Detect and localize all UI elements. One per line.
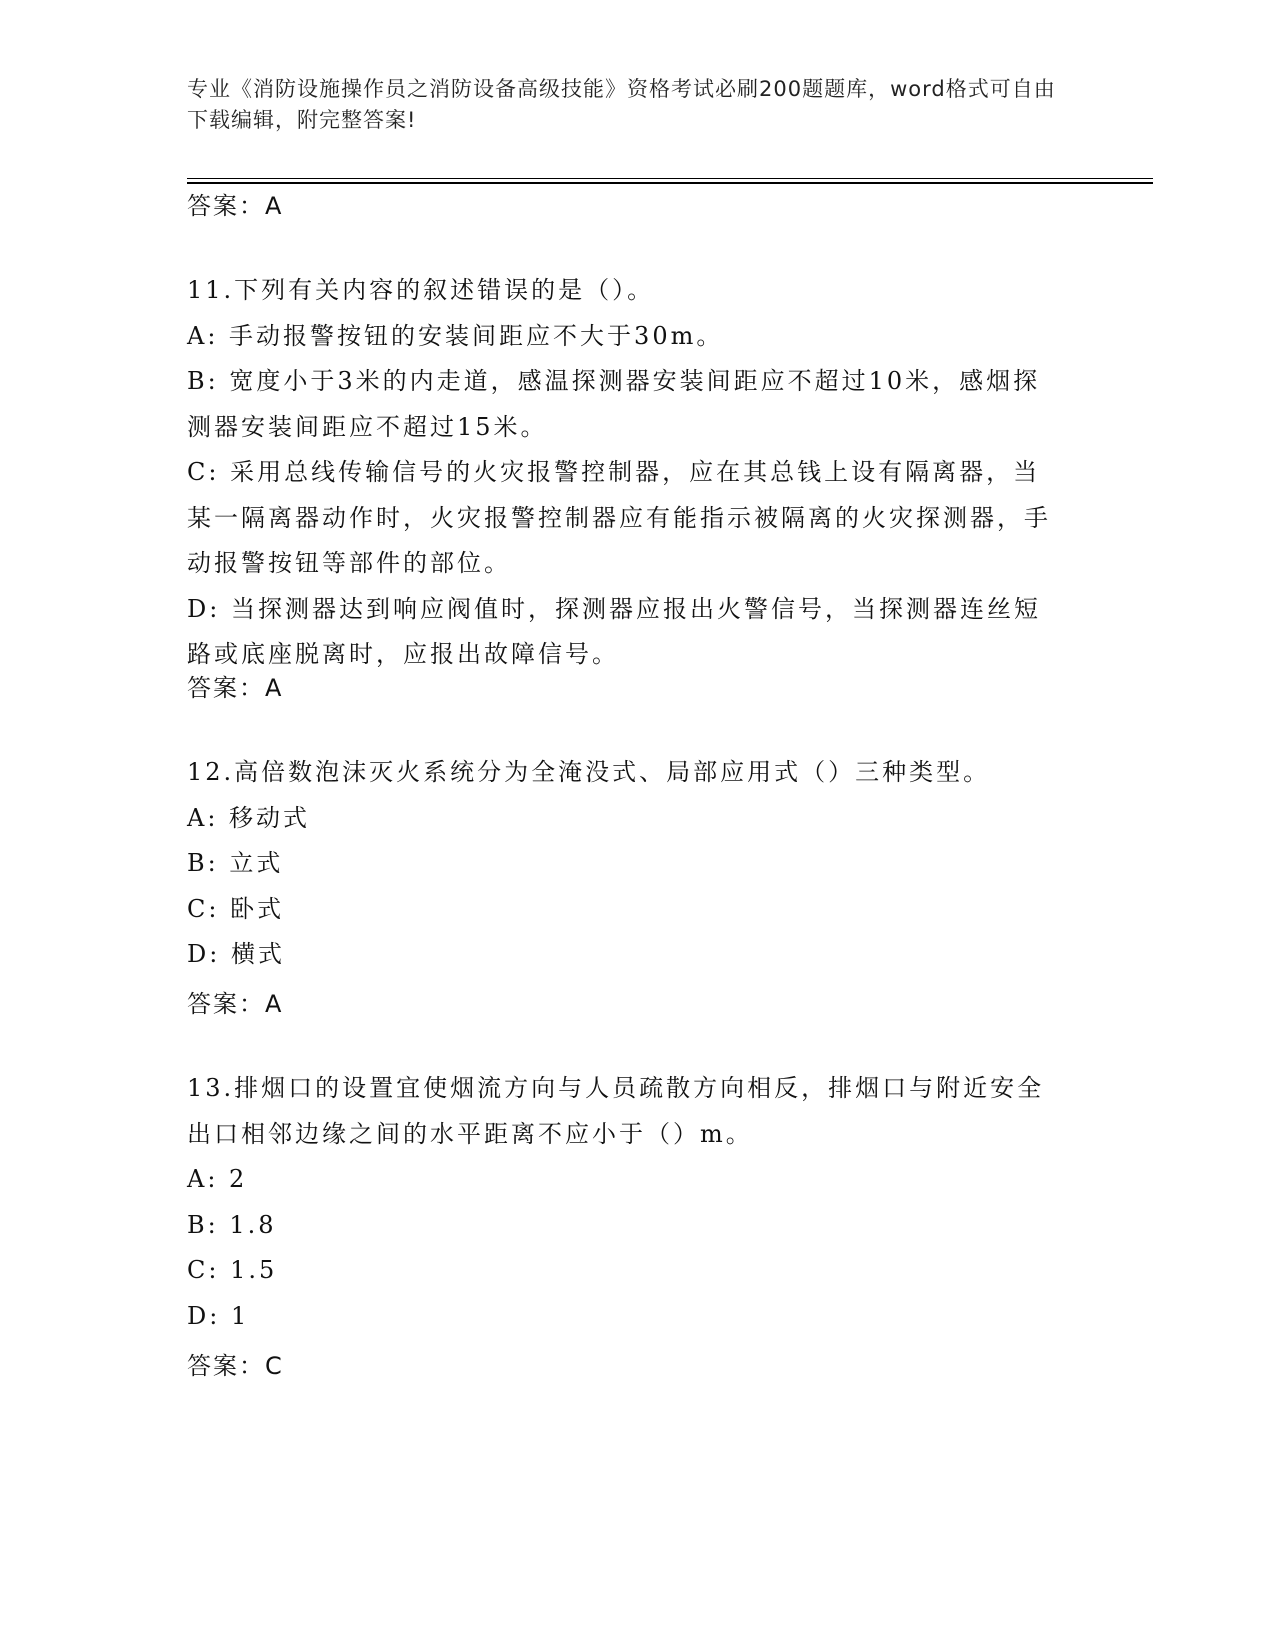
question-12 [187,750,1067,978]
option-d: D: 1 [187,1301,250,1330]
option-b: B: 立式 [187,849,284,877]
question-stem: 13.排烟口的设置宜使烟流方向与人员疏散方向相反，排烟口与附近安全出口相邻边缘之间的水平距离不应小于（）m。 [187,1074,1045,1148]
header-rule-thin [187,178,1153,179]
option-a: A: 手动报警按钮的安装间距应不大于30m。 [187,321,724,350]
option-d: D: 当探测器达到响应阀值时，探测器应报出火警信号，当探测器连丝短路或底座脱离时，应报出故障信号。 [187,594,1041,668]
question-11 [187,268,1067,678]
option-c: C: 卧式 [187,894,285,923]
header-rule-thick [187,182,1153,184]
answer-13: 答案：C [187,1352,284,1380]
document-header: 专业《消防设施操作员之消防设备高级技能》资格考试必刷200题题库，word格式可自由下载编辑，附完整答案! [187,77,1056,132]
answer-11: 答案：A [187,674,284,702]
option-a: A: 移动式 [187,803,311,832]
option-b: B: 宽度小于3米的内走道，感温探测器安装间距应不超过10米，感烟探测器安装间距应不超过15米。 [187,367,1041,441]
question-13 [187,1066,1067,1339]
question-stem: 12.高倍数泡沫灭火系统分为全淹没式、局部应用式（）三种类型。 [187,758,991,786]
previous-answer: 答案：A [187,192,284,220]
option-c: C: 1.5 [187,1256,278,1284]
answer-12: 答案：A [187,990,284,1018]
option-d: D: 横式 [187,940,285,968]
option-b: B: 1.8 [187,1210,277,1239]
option-c: C: 采用总线传输信号的火灾报警控制器，应在其总钱上设有隔离器，当某一隔离器动作时，火灾报警控制器应有能指示被隔离的火灾探测器，手动报警按钮等部件的部位。 [187,458,1051,577]
question-stem: 11.下列有关内容的叙述错误的是（）。 [187,276,655,304]
option-a: A: 2 [187,1165,248,1193]
